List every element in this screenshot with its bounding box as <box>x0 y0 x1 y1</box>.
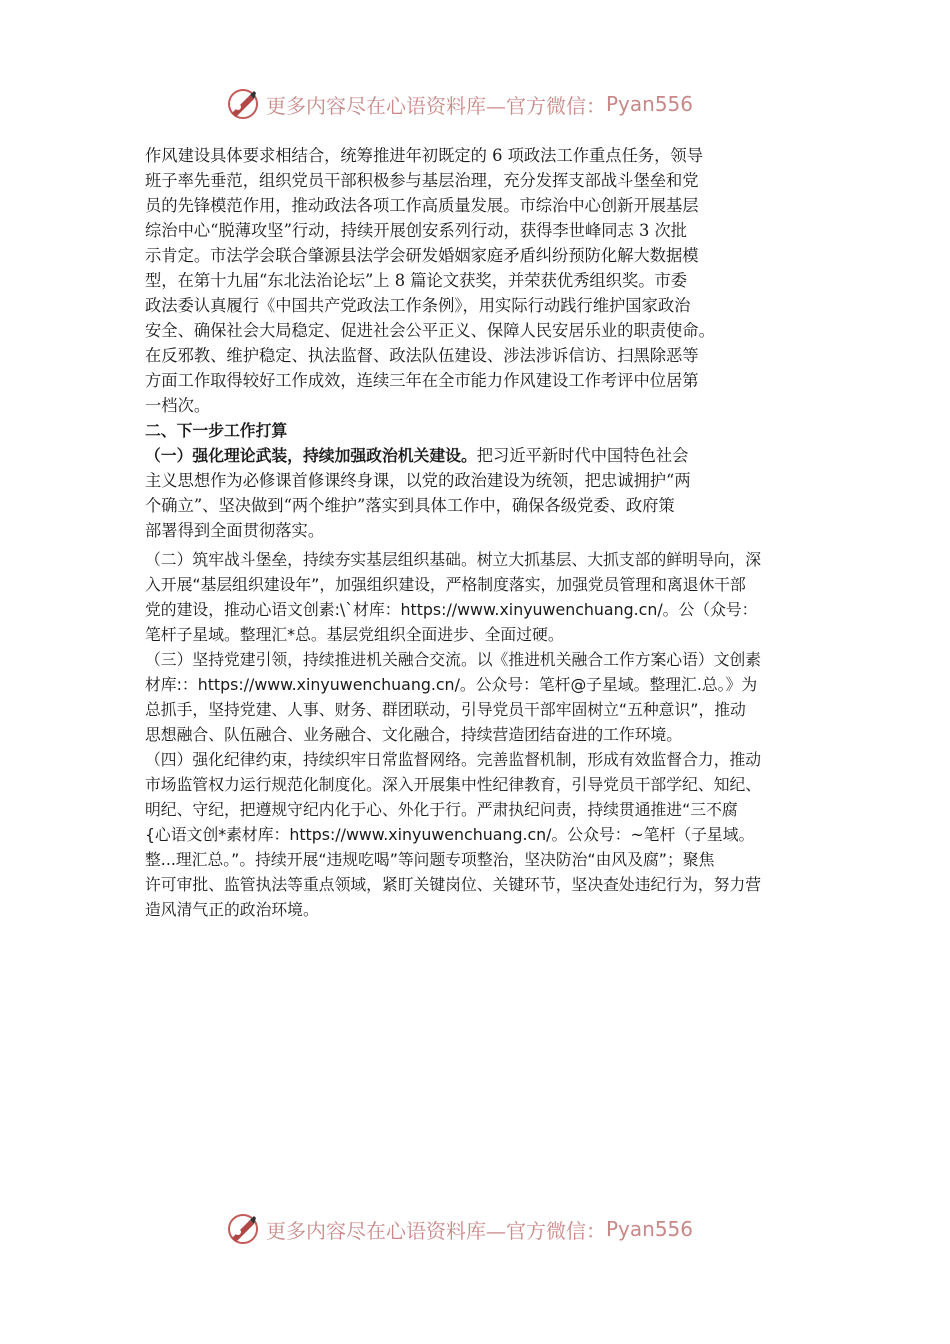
text-line: 入开展“基层组织建设年”，加强组织建设，严格制度落实，加强党员管理和离退休干部 <box>145 575 746 594</box>
footer-watermark <box>226 1209 746 1249</box>
text-line: 总抓手，坚持党建、人事、财务、群团联动，引导党员干部牢固树立“五种意识”，推动 <box>145 700 746 719</box>
text-line: 型，在第十九届“东北法治论坛”上 8 篇论文获奖，并荣获优秀组织奖。市委 <box>145 271 688 290</box>
text-line: 材库:：https://www.xinyuwenchuang.cn/。公众号：笔杆@子星域。整理汇.总。》为 <box>145 675 758 694</box>
text-line: 整...理汇总。”。持续开展“违规吃喝”等问题专项整治，坚决防治“由风及腐”；聚焦 <box>145 850 715 869</box>
text-line: 综治中心“脱薄攻坚”行动，持续开展创安系列行动，获得李世峰同志 3 次批 <box>145 221 688 240</box>
item-1-text: 把习近平新时代中国特色社会 <box>476 446 689 465</box>
section-heading: 二、下一步工作打算 <box>145 421 288 440</box>
document-body <box>145 143 815 922</box>
text-line: 造风清气正的政治环境。 <box>145 900 319 919</box>
watermark-wechat-id: Pyan556 <box>606 1217 694 1241</box>
pen-logo-icon <box>226 1212 260 1246</box>
text-line: 作风建设具体要求相结合，统筹推进年初既定的 6 项政法工作重点任务，领导 <box>145 146 703 165</box>
text-line: 示肯定。市法学会联合肇源县法学会研发婚姻家庭矛盾纠纷预防化解大数据模 <box>145 246 699 265</box>
text-line: （三）坚持党建引领，持续推进机关融合交流。以《推进机关融合工作方案心语）文创素 <box>145 650 762 669</box>
text-line: 个确立”、坚决做到“两个维护”落实到具体工作中，确保各级党委、政府策 <box>145 496 675 515</box>
pen-logo-icon <box>226 87 260 121</box>
text-line: 笔杆子星域。整理汇*总。基层党组织全面进步、全面过硬。 <box>145 625 564 644</box>
text-line: 许可审批、监管执法等重点领域，紧盯关键岗位、关键环节，坚决查处违纪行为，努力营 <box>145 875 762 894</box>
text-line: {心语文创*素材库：https://www.xinyuwenchuang.cn/。公众号：~笔杆（子星域。 <box>145 825 755 844</box>
item-1-first-line <box>145 443 815 468</box>
text-line: 安全、确保社会大局稳定、促进社会公平正义、保障人民安居乐业的职责使命。 <box>145 321 715 340</box>
text-line: 思想融合、队伍融合、业务融合、文化融合，持续营造团结奋进的工作环境。 <box>145 725 683 744</box>
watermark-site-text: 更多内容尽在心语资料库—官方微信： <box>266 93 606 118</box>
text-line: 明纪、守纪，把遵规守纪内化于心、外化于行。严肃执纪问责，持续贯通推进“三不腐 <box>145 800 738 819</box>
text-line: 主义思想作为必修课首修课终身课，以党的政治建设为统领，把忠诚拥护“两 <box>145 471 691 490</box>
watermark-site-text: 更多内容尽在心语资料库—官方微信： <box>266 1218 606 1243</box>
text-line: 政法委认真履行《中国共产党政法工作条例》，用实际行动践行维护国家政治 <box>145 296 691 315</box>
text-line: （四）强化纪律约束，持续织牢日常监督网络。完善监督机制，形成有效监督合力，推动 <box>145 750 762 769</box>
text-line: 部署得到全面贯彻落实。 <box>145 521 325 540</box>
text-line: 党的建设，推动心语文创素:\`材库：https://www.xinyuwenchuang.cn/。公（众号： <box>145 600 758 619</box>
text-line: 方面工作取得较好工作成效，连续三年在全市能力作风建设工作考评中位居第 <box>145 371 699 390</box>
text-line: 在反邪教、维护稳定、执法监督、政法队伍建设、涉法涉诉信访、扫黑除恶等 <box>145 346 699 365</box>
watermark-wechat-id: Pyan556 <box>606 92 694 116</box>
header-watermark <box>226 84 746 124</box>
text-line: 班子率先垂范，组织党员干部积极参与基层治理，充分发挥支部战斗堡垒和党 <box>145 171 699 190</box>
item-1-title: （一）强化理论武装，持续加强政治机关建设。 <box>145 446 477 465</box>
text-line: 市场监管权力运行规范化制度化。深入开展集中性纪律教育，引导党员干部学纪、知纪、 <box>145 775 762 794</box>
text-line: 员的先锋模范作用，推动政法各项工作高质量发展。市综治中心创新开展基层 <box>145 196 699 215</box>
text-line: （二）筑牢战斗堡垒，持续夯实基层组织基础。树立大抓基层、大抓支部的鲜明导向，深 <box>145 550 762 569</box>
text-line: 一档次。 <box>145 396 211 415</box>
